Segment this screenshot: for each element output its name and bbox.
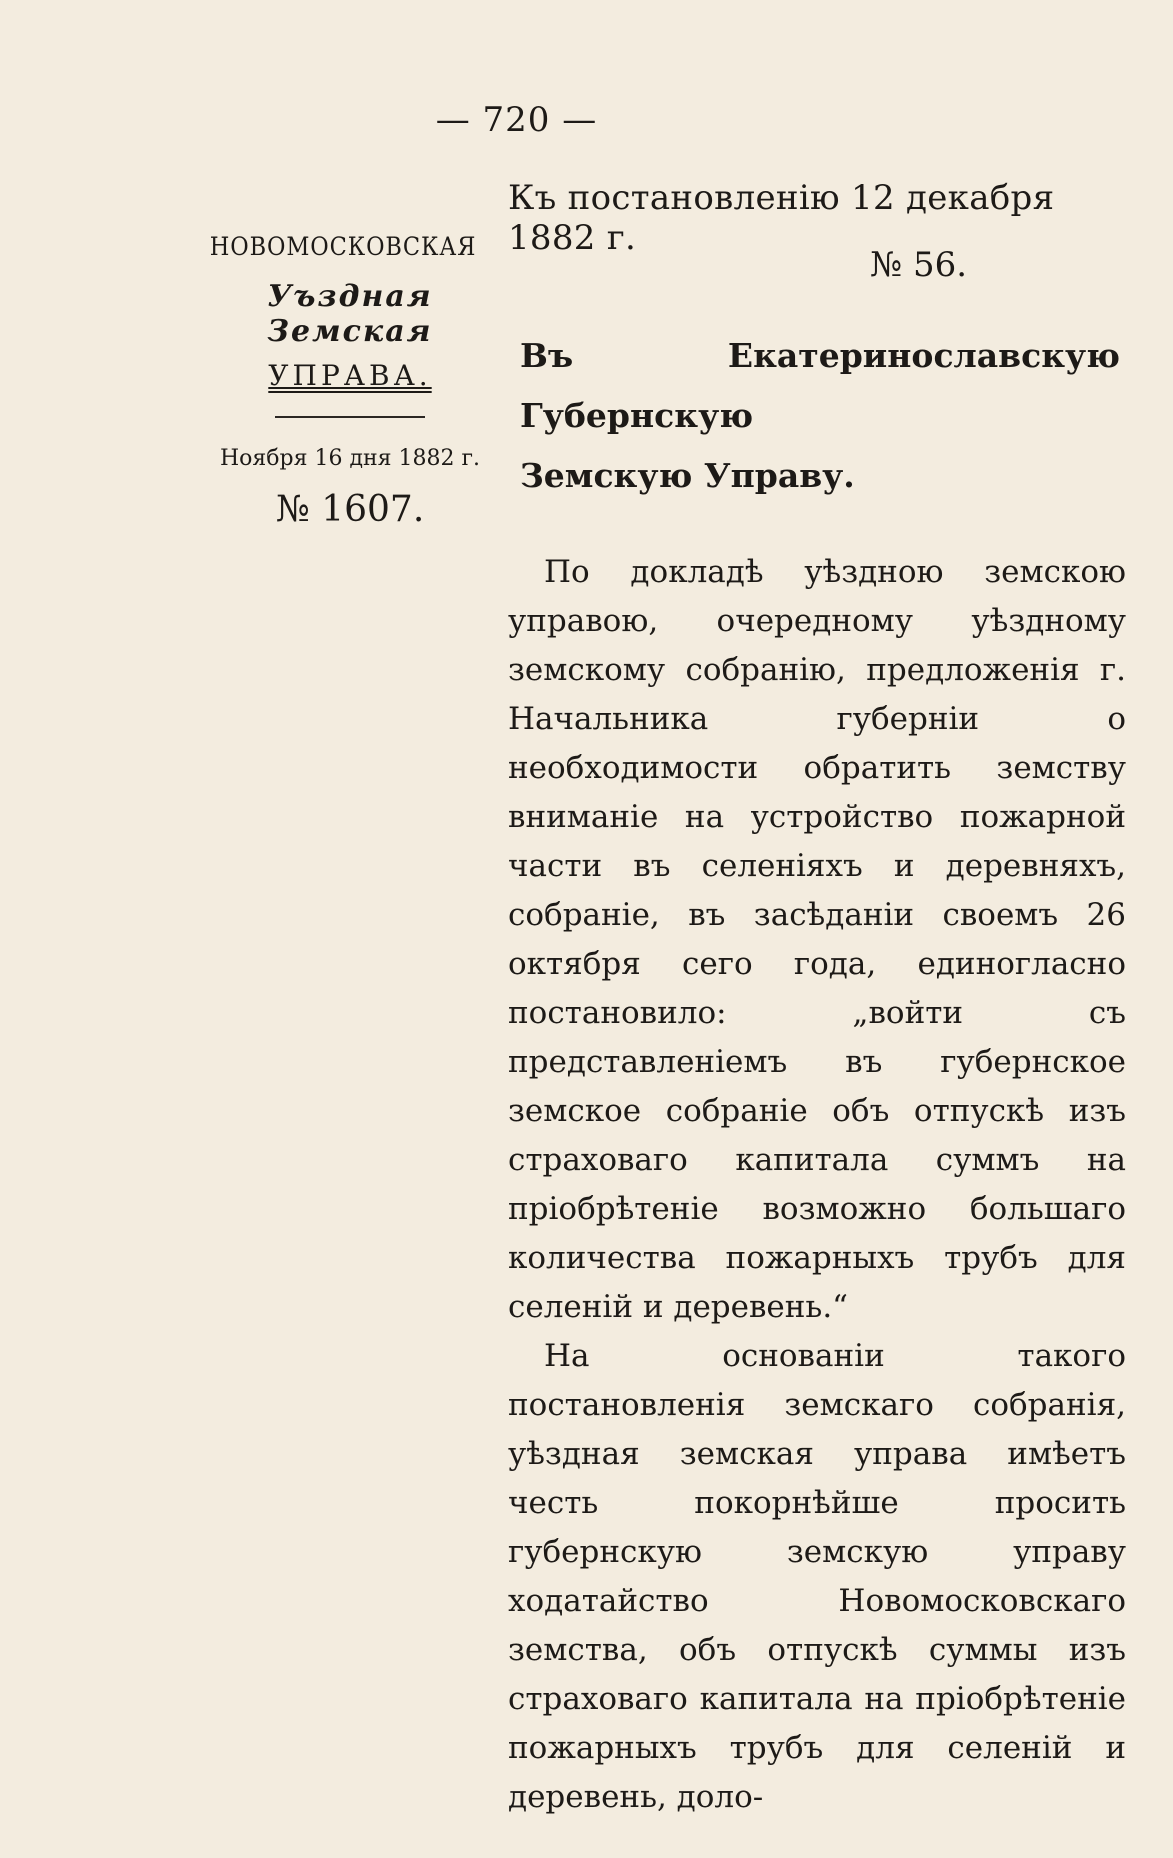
sender-block [200,232,500,530]
recipient-block [520,326,1120,506]
sender-org-line1: НОВОМОСКОВСКАЯ [209,232,477,261]
divider [275,416,425,418]
body-paragraph-2: На основаніи такого постановленія земскаго собранія, уѣздная земская управа имѣетъ честь покорнѣйше просить губернскую земскую управу ходатайство Новомосковскаго земства, объ отпускѣ суммы изъ страховаго капитала на пріобрѣтеніе пожарныхъ трубъ для селеній и деревень, доло- [508,1338,1126,1815]
sender-number: № 1607. [275,489,425,530]
sender-org-line2: Уъздная Земская [267,279,433,349]
body-paragraph-1: По докладѣ уѣздною земскою управою, очередному уѣздному земскому собранію, предложенія г. Начальника губерніи о необходимости обратить земству вниманіе на устройство пожарной части въ селеніяхъ и деревняхъ, собраніе, въ засѣданіи своемъ 26 октября сего года, единогласно постановило: „войти съ представленіемъ въ губернское земское собраніе объ отпускѣ изъ страховаго капитала суммъ на пріобрѣтеніе возможно большаго количества пожарныхъ трубъ для селеній и деревень.“ [508,554,1126,1325]
sender-date: Ноября 16 дня 1882 г. [219,446,481,471]
sender-org-line3: УПРАВА. [268,359,432,392]
reference-number: № 56. [870,245,968,285]
recipient-line2: Земскую Управу. [520,456,855,495]
reference-line: Къ постановленію 12 декабря 1882 г. [508,178,1055,258]
recipient-line1: Въ Екатеринославскую Губернскую [520,336,1120,435]
body-text [508,548,1126,1822]
page-number: — 720 — [435,100,598,140]
